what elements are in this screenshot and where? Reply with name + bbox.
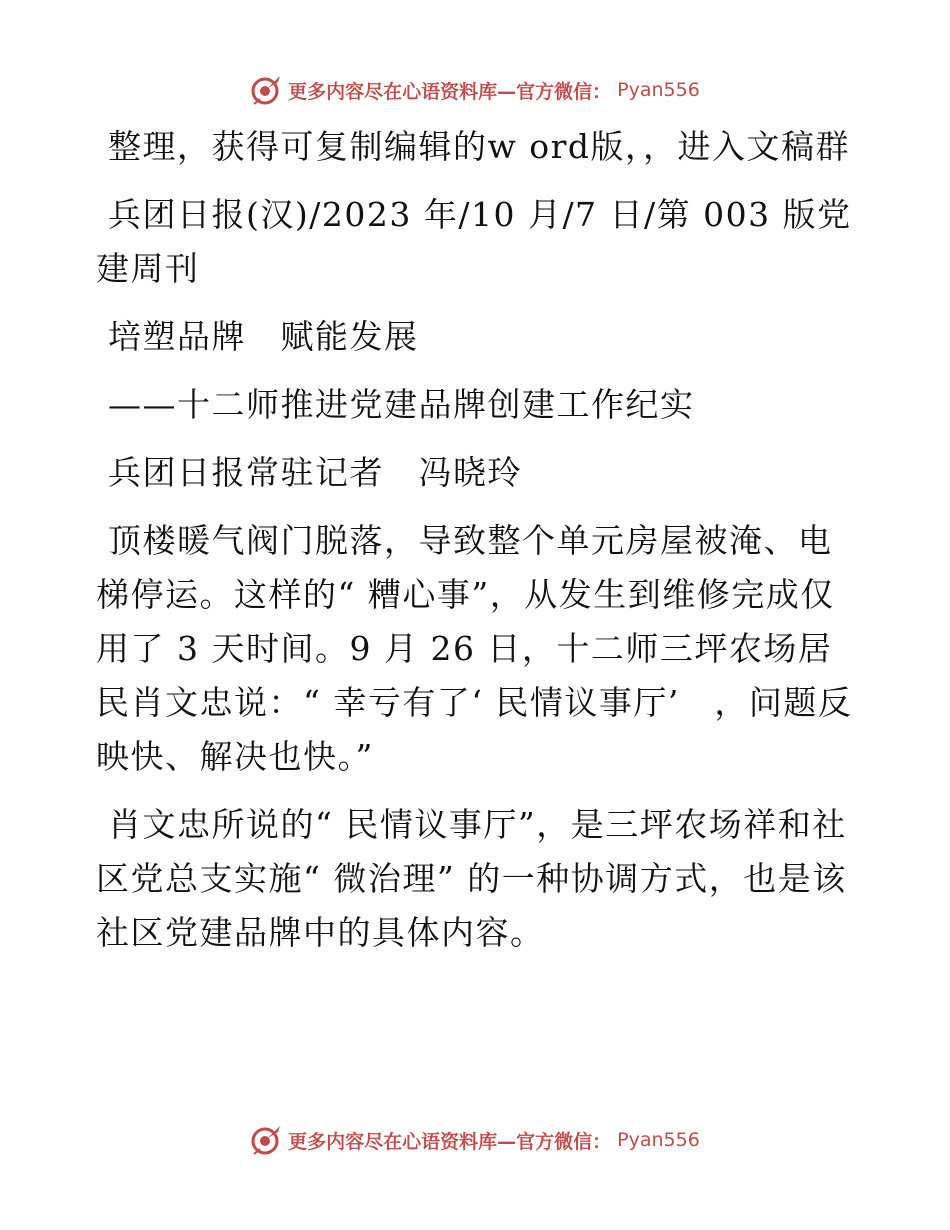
document-body bbox=[96, 120, 856, 974]
paragraph-body-2: 肖文忠所说的“ 民情议事厅”，是三坪农场祥和社区党总支实施“ 微治理” 的一种协调方式，也是该社区党建品牌中的具体内容。 bbox=[96, 805, 847, 952]
banner-main-text: 更多内容尽在心语资料库—官方微信： bbox=[288, 1130, 612, 1153]
footer-watermark-banner bbox=[0, 1120, 950, 1160]
article-subtitle: ——十二师推进党建品牌创建工作纪实 bbox=[108, 385, 695, 424]
header-watermark-banner bbox=[0, 70, 950, 110]
paragraph-body-1: 顶楼暖气阀门脱落，导致整个单元房屋被淹、电梯停运。这样的“ 糟心事”，从发生到维修完成仅用了 3 天时间。9 月 26 日，十二师三坪农场居民肖文忠说：“ 幸亏有了‘ 民情议事厅’ ，问题反映快、解决也快。” bbox=[96, 521, 853, 776]
paragraph-notice: 整理，获得可复制编辑的w ord版，，进入文稿群 bbox=[108, 127, 851, 166]
banner-wechat-id: Pyan556 bbox=[617, 1129, 700, 1151]
banner-main-text: 更多内容尽在心语资料库—官方微信： bbox=[288, 80, 612, 103]
quill-pen-seal-icon bbox=[250, 74, 282, 106]
banner-wechat-id: Pyan556 bbox=[617, 79, 700, 101]
quill-pen-seal-icon bbox=[250, 1124, 282, 1156]
article-title: 培塑品牌 赋能发展 bbox=[108, 317, 419, 356]
article-byline: 兵团日报常驻记者 冯晓玲 bbox=[108, 453, 522, 492]
paragraph-source: 兵团日报(汉)/2023 年/10 月/7 日/第 003 版党建周刊 bbox=[96, 195, 852, 288]
